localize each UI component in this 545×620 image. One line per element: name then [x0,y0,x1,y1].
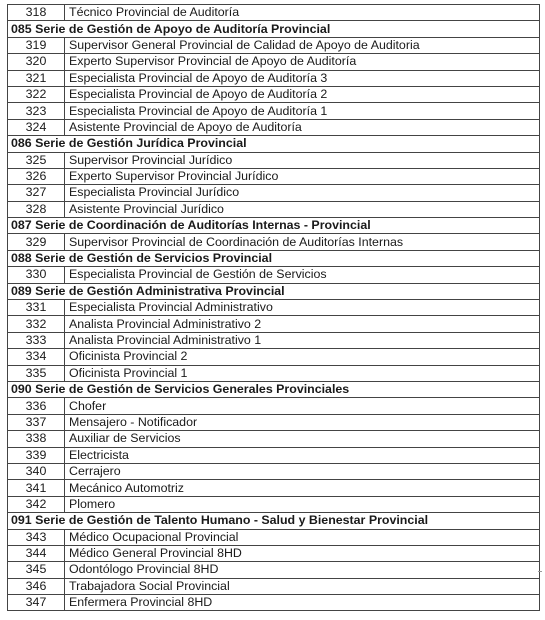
position-code: 332 [8,316,65,332]
position-title: Especialista Provincial de Apoyo de Auditoría 2 [65,86,540,102]
table-row [8,496,540,512]
position-code: 336 [8,398,65,414]
table-body [8,5,540,611]
position-title: Cerrajero [65,463,540,479]
position-title: Médico Ocupacional Provincial [65,529,540,545]
table-row [8,414,540,430]
table-row [8,578,540,594]
position-code: 337 [8,414,65,430]
position-code: 343 [8,529,65,545]
position-code: 347 [8,595,65,611]
position-title: Especialista Provincial Jurídico [65,185,540,201]
position-title: Especialista Provincial Administrativo [65,300,540,316]
position-code: 339 [8,447,65,463]
position-code: 334 [8,349,65,365]
position-title: Técnico Provincial de Auditoría [65,5,540,21]
table-row [8,70,540,86]
scan-mark [538,571,542,572]
position-code: 333 [8,332,65,348]
position-title: Mensajero - Notificador [65,414,540,430]
series-header-row [8,250,540,266]
position-code: 328 [8,201,65,217]
position-title: Auxiliar de Servicios [65,431,540,447]
position-title: Enfermera Provincial 8HD [65,595,540,611]
series-header-row [8,283,540,299]
series-title: 087 Serie de Coordinación de Auditorías Internas - Provincial [8,218,540,234]
table-row [8,447,540,463]
document-page [7,4,540,611]
position-code: 324 [8,119,65,135]
table-row [8,332,540,348]
position-title: Chofer [65,398,540,414]
table-row [8,185,540,201]
table-row [8,480,540,496]
position-title: Analista Provincial Administrativo 1 [65,332,540,348]
position-code: 321 [8,70,65,86]
position-title: Médico General Provincial 8HD [65,545,540,561]
position-code: 345 [8,562,65,578]
series-title: 090 Serie de Gestión de Servicios Generales Provinciales [8,381,540,397]
position-code: 341 [8,480,65,496]
job-title-table [7,4,540,611]
position-code: 326 [8,168,65,184]
table-row [8,54,540,70]
position-title: Odontólogo Provincial 8HD [65,562,540,578]
table-row [8,316,540,332]
position-code: 335 [8,365,65,381]
position-title: Experto Supervisor Provincial Jurídico [65,168,540,184]
table-row [8,267,540,283]
position-code: 338 [8,431,65,447]
position-title: Experto Supervisor Provincial de Apoyo de Auditoría [65,54,540,70]
table-row [8,545,540,561]
position-code: 329 [8,234,65,250]
table-row [8,5,540,21]
table-row [8,595,540,611]
series-title: 091 Serie de Gestión de Talento Humano - Salud y Bienestar Provincial [8,513,540,529]
position-title: Asistente Provincial de Apoyo de Auditoría [65,119,540,135]
position-code: 344 [8,545,65,561]
series-title: 085 Serie de Gestión de Apoyo de Auditoría Provincial [8,21,540,37]
table-row [8,152,540,168]
position-title: Trabajadora Social Provincial [65,578,540,594]
position-title: Oficinista Provincial 1 [65,365,540,381]
position-code: 340 [8,463,65,479]
table-row [8,201,540,217]
table-row [8,431,540,447]
position-title: Electricista [65,447,540,463]
series-header-row [8,381,540,397]
position-code: 331 [8,300,65,316]
position-title: Plomero [65,496,540,512]
table-row [8,86,540,102]
position-code: 330 [8,267,65,283]
table-row [8,365,540,381]
position-code: 319 [8,37,65,53]
series-header-row [8,513,540,529]
table-row [8,234,540,250]
series-title: 086 Serie de Gestión Jurídica Provincial [8,136,540,152]
table-row [8,463,540,479]
series-header-row [8,136,540,152]
position-code: 320 [8,54,65,70]
position-title: Supervisor General Provincial de Calidad de Apoyo de Auditoria [65,37,540,53]
series-header-row [8,21,540,37]
table-row [8,398,540,414]
series-title: 089 Serie de Gestión Administrativa Provincial [8,283,540,299]
position-code: 342 [8,496,65,512]
table-row [8,562,540,578]
table-row [8,349,540,365]
table-row [8,103,540,119]
table-row [8,168,540,184]
position-title: Especialista Provincial de Apoyo de Auditoría 3 [65,70,540,86]
position-title: Analista Provincial Administrativo 2 [65,316,540,332]
position-code: 325 [8,152,65,168]
series-header-row [8,218,540,234]
position-title: Asistente Provincial Jurídico [65,201,540,217]
position-title: Mecánico Automotriz [65,480,540,496]
position-code: 322 [8,86,65,102]
table-row [8,529,540,545]
table-row [8,119,540,135]
position-title: Especialista Provincial de Apoyo de Auditoría 1 [65,103,540,119]
table-row [8,300,540,316]
position-code: 318 [8,5,65,21]
position-code: 323 [8,103,65,119]
position-title: Supervisor Provincial Jurídico [65,152,540,168]
position-title: Oficinista Provincial 2 [65,349,540,365]
table-row [8,37,540,53]
position-code: 327 [8,185,65,201]
position-code: 346 [8,578,65,594]
position-title: Supervisor Provincial de Coordinación de Auditorías Internas [65,234,540,250]
position-title: Especialista Provincial de Gestión de Servicios [65,267,540,283]
series-title: 088 Serie de Gestión de Servicios Provincial [8,250,540,266]
